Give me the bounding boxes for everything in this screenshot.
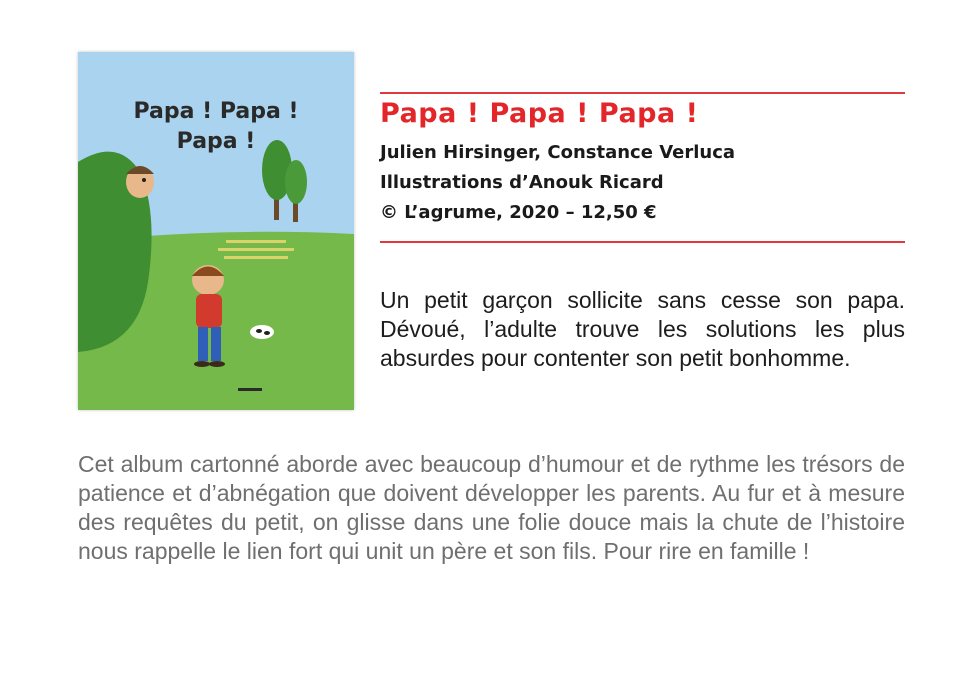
book-summary: Un petit garçon sollicite sans cesse son papa. Dévoué, l’adulte trouve les solutions les plus absurdes pour contenter son petit bonhomme. xyxy=(380,287,905,371)
divider-top xyxy=(380,92,905,94)
book-review: Cet album cartonné aborde avec beaucoup d’humour et de rythme les trésors de patience et d’abnégation que doivent développer les parents. Au fur et à mesure des requêtes du petit, on glisse dans une folie douce mais la chute de l’histoire nous rappelle le lien fort qui unit un père et son fils. Pour rire en famille ! xyxy=(78,451,905,564)
publisher-price: © L’agrume, 2020 – 12,50 € xyxy=(380,202,657,223)
book-illustrator: Illustrations d’Anouk Ricard xyxy=(380,172,664,193)
cover-illustration xyxy=(78,52,354,410)
cover-title-line2: Papa ! xyxy=(176,129,256,154)
book-cover xyxy=(78,52,354,410)
cover-title-line1: Papa ! Papa ! xyxy=(133,99,299,124)
divider-bottom xyxy=(380,241,905,243)
book-title: Papa ! Papa ! Papa ! xyxy=(380,98,699,129)
book-authors: Julien Hirsinger, Constance Verluca xyxy=(380,142,736,163)
